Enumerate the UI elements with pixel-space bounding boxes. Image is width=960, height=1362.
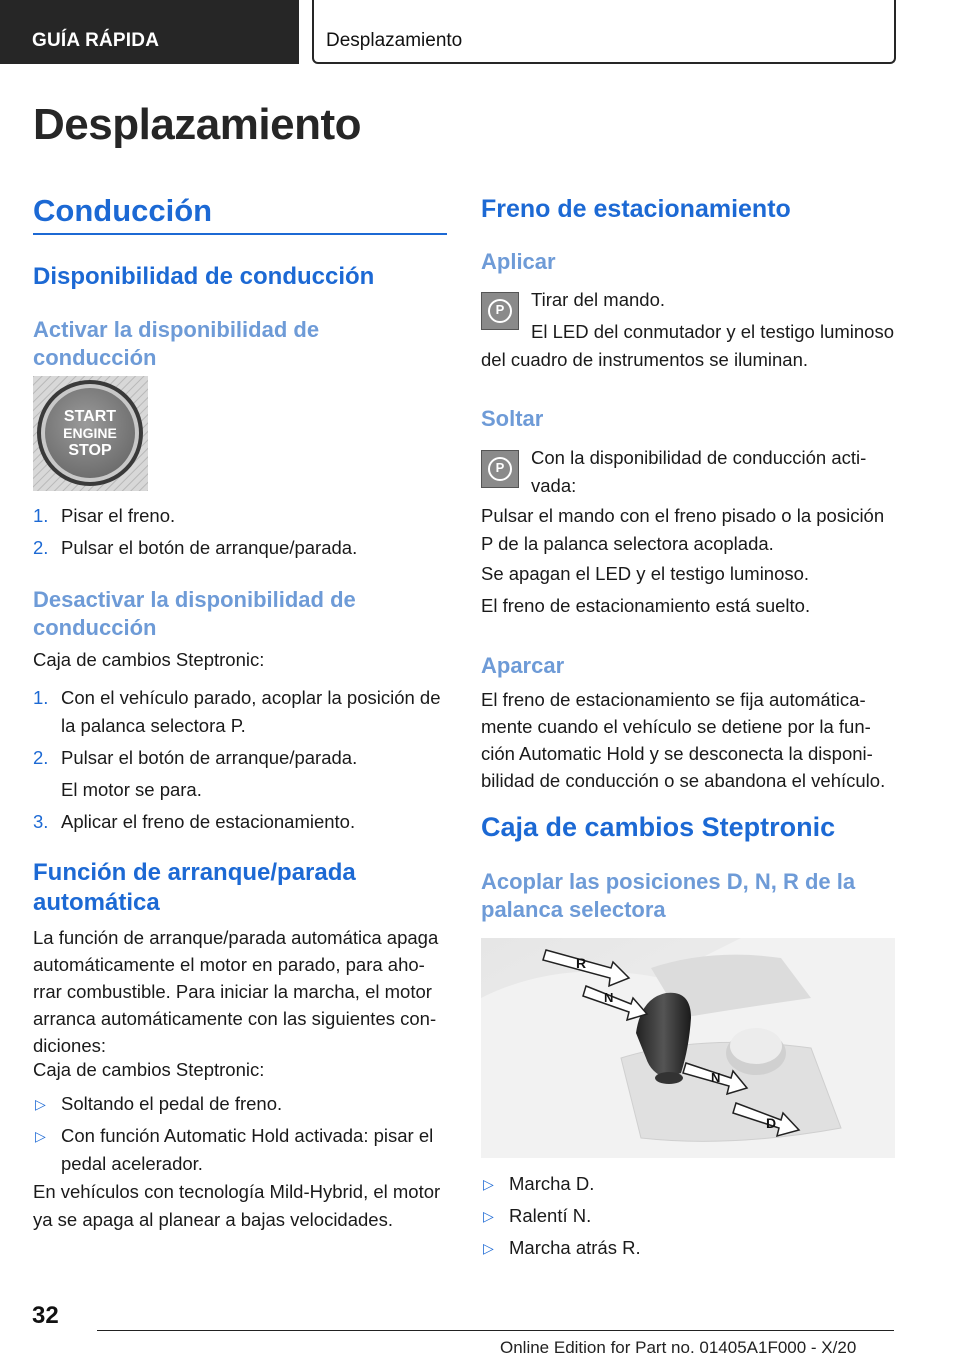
list-item (481, 1202, 895, 1230)
triangle-bullet-icon: ▷ (483, 1176, 494, 1192)
step-text: El motor se para. (61, 779, 202, 800)
step-number: 2. (33, 747, 49, 768)
list-item (33, 744, 447, 772)
gear-label-d: D (766, 1115, 777, 1131)
heading-conduccion: Conducción (33, 193, 213, 228)
gear-selector-illustration (481, 938, 895, 1158)
step-number: 1. (33, 505, 49, 526)
start-engine-button-image (33, 376, 148, 491)
stop-label: STOP (68, 442, 112, 459)
page-title: Desplazamiento (33, 100, 361, 149)
list-item (481, 1234, 895, 1262)
header-chapter-tab (312, 0, 896, 64)
step-text: Con el vehículo parado, acoplar la posición de la palanca selectora P. (61, 687, 441, 736)
heading-disponibilidad: Disponibilidad de conducción (33, 263, 375, 290)
funcion-intro: Caja de cambios Steptronic: (33, 1059, 265, 1080)
list-item (33, 684, 447, 740)
parking-brake-icon: P (481, 450, 519, 488)
page-number: 32 (32, 1302, 59, 1329)
heading-freno: Freno de estacionamiento (481, 195, 791, 223)
footer-edition: Online Edition for Part no. 01405A1F000 - X/20 (500, 1338, 857, 1357)
footer-rule (97, 1330, 894, 1331)
step-text: Pulsar el botón de arranque/parada. (61, 747, 358, 768)
funcion-paragraph: La función de arranque/parada automática apaga automáticamente el motor en parado, para ahorrar combustible. Para iniciar la marcha, el motor arranca automáticamente con las siguientes condiciones: (33, 927, 439, 1056)
heading-soltar: Soltar (481, 406, 544, 431)
step-number: 2. (33, 537, 49, 558)
heading-funcion: Función de arranque/parada automática (33, 859, 356, 916)
list-item (33, 1122, 447, 1178)
aplicar-text-2: El LED del conmutador y el testigo luminoso del cuadro de instrumentos se iluminan. (481, 321, 894, 370)
list-item (33, 502, 447, 534)
triangle-bullet-icon: ▷ (483, 1240, 494, 1256)
soltar-text-1: Con la disponibilidad de conducción activada: (531, 447, 867, 496)
bullet-text: Ralentí N. (509, 1205, 592, 1226)
header-section-label: GUÍA RÁPIDA (32, 30, 160, 51)
parking-brake-icon: P (481, 292, 519, 330)
list-item (33, 808, 447, 836)
heading-rule (33, 233, 447, 235)
heading-activar: Activar la disponibilidad de conducción (33, 317, 320, 370)
gear-selector-image (481, 938, 895, 1158)
soltar-text-2: Pulsar el mando con el freno pisado o la posición P de la palanca selectora acoplada. (481, 505, 885, 554)
list-item (481, 1170, 895, 1198)
step-text: Pisar el freno. (61, 505, 176, 526)
desactivar-steps (33, 684, 447, 836)
gear-label-r: R (576, 955, 587, 971)
heading-aplicar: Aplicar (481, 249, 556, 274)
bullet-text: Marcha atrás R. (509, 1237, 641, 1258)
list-item (33, 776, 447, 804)
bullet-text: Marcha D. (509, 1173, 595, 1194)
step-text: Aplicar el freno de estacionamiento. (61, 811, 356, 832)
aplicar-text-1: Tirar del mando. (531, 289, 666, 310)
start-engine-stop-icon (33, 376, 148, 491)
heading-desactivar: Desactivar la disponibilidad de conducción (33, 587, 356, 640)
triangle-bullet-icon: ▷ (483, 1208, 494, 1224)
bullet-text: Con función Automatic Hold activada: pisar el pedal acelerador. (61, 1125, 434, 1174)
soltar-text-3: Se apagan el LED y el testigo luminoso. (481, 563, 810, 584)
activar-steps (33, 502, 447, 566)
header-section-tab (0, 0, 299, 64)
aparcar-paragraph: El freno de estacionamiento se fija automáticamente cuando el vehículo se detiene por la función Automatic Hold y se desconecta la disponibilidad de conducción o se abandona el vehículo. (481, 689, 886, 791)
funcion-bullets (33, 1090, 447, 1178)
header-chapter-label: Desplazamiento (326, 30, 463, 51)
list-item (33, 1090, 447, 1118)
list-item (33, 534, 447, 566)
desactivar-intro: Caja de cambios Steptronic: (33, 649, 265, 670)
gear-label-n-upper: N (604, 990, 614, 1005)
step-text: Pulsar el botón de arranque/parada. (61, 537, 358, 558)
soltar-text-4: El freno de estacionamiento está suelto. (481, 595, 811, 616)
triangle-bullet-icon: ▷ (35, 1128, 46, 1144)
heading-acoplar: Acoplar las posiciones D, N, R de la palanca selectora (481, 869, 856, 922)
gear-label-n-lower: N (711, 1070, 721, 1085)
step-number: 1. (33, 687, 49, 708)
heading-caja: Caja de cambios Steptronic (481, 812, 836, 842)
triangle-bullet-icon: ▷ (35, 1096, 46, 1112)
marcha-bullets (481, 1170, 895, 1262)
bullet-text: Soltando el pedal de freno. (61, 1093, 283, 1114)
engine-label: ENGINE (63, 425, 117, 441)
step-number: 3. (33, 811, 49, 832)
start-label: START (63, 408, 117, 425)
heading-aparcar: Aparcar (481, 653, 565, 678)
mild-hybrid-paragraph: En vehículos con tecnología Mild-Hybrid, el motor ya se apaga al planear a bajas velocidades. (33, 1181, 441, 1230)
